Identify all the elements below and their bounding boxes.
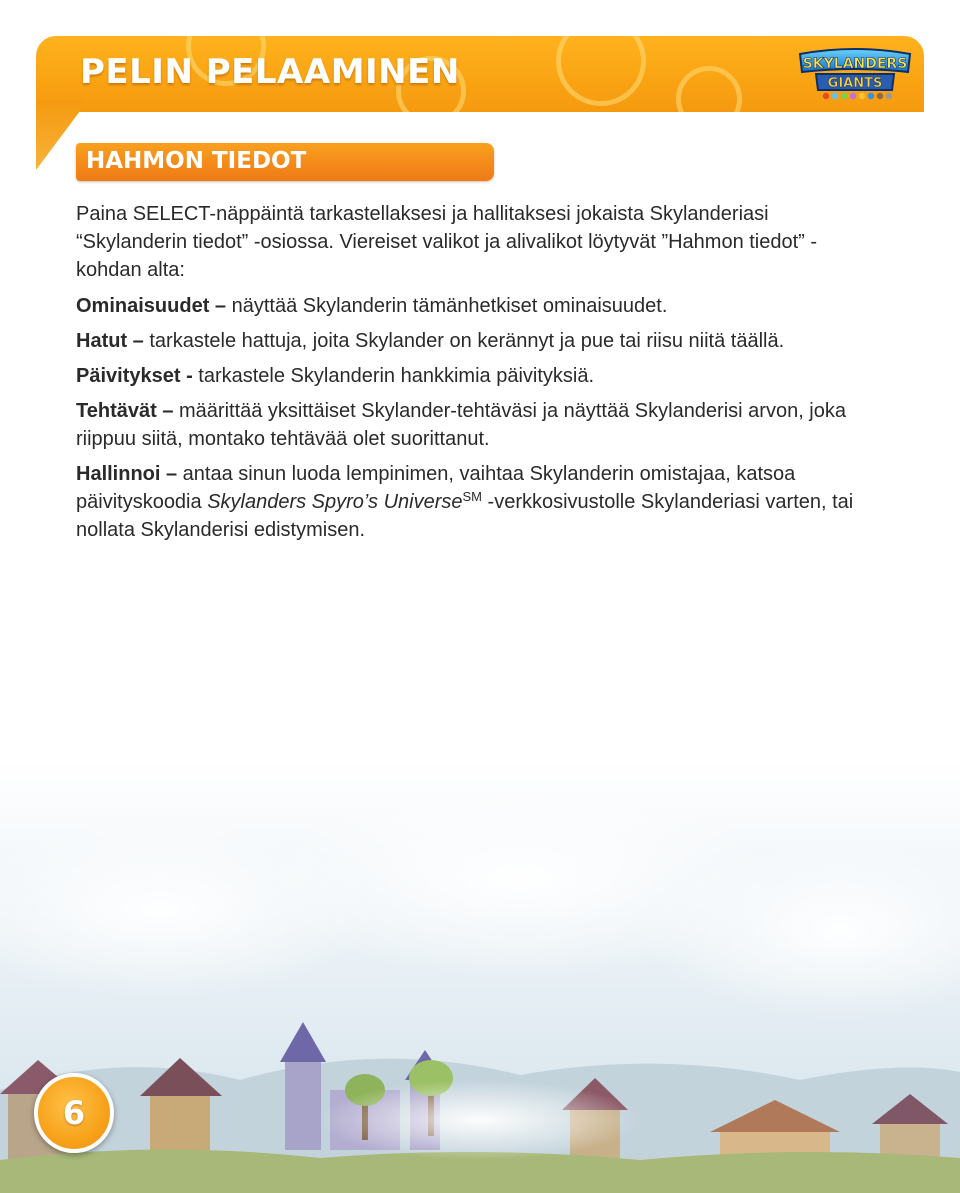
page-number: 6 — [62, 1094, 86, 1132]
item-term: Hatut – — [76, 330, 144, 352]
logo-text-top: SKYLANDERS — [802, 56, 908, 72]
item-text: määrittää yksittäiset Skylander-tehtäväsi ja näyttää Skylanderisi arvon, joka riippuu siitä, montako tehtävää olet suorittanut. — [76, 400, 846, 450]
service-mark: SM — [462, 489, 482, 504]
item-term: Päivitykset - — [76, 365, 193, 387]
item-text: näyttää Skylanderin tämänhetkiset ominaisuudet. — [226, 295, 668, 317]
element-symbols-icon — [823, 93, 892, 99]
list-item — [76, 460, 876, 544]
section-heading-bar — [76, 143, 494, 181]
page-title: PELIN PELAAMINEN — [80, 52, 460, 92]
banner-swirl-decoration — [556, 36, 646, 106]
list-item — [76, 292, 876, 320]
banner-swirl-decoration — [676, 66, 742, 112]
item-text: tarkastele hattuja, joita Skylander on kerännyt ja pue tai riisu niitä täällä. — [143, 330, 785, 352]
intro-paragraph: Paina SELECT-näppäintä tarkastellaksesi ja hallitaksesi jokaista Skylanderiasi “Skylanderin tiedot” -osiossa. Viereiset valikot ja alivalikot löytyvät ”Hahmon tiedot” -kohdan alta: — [76, 203, 818, 281]
item-term: Hallinnoi – — [76, 463, 178, 485]
item-text: antaa sinun luoda lempinimen, vaihtaa Skylanderin omistajaa, katsoa päivityskoodia — [76, 463, 796, 513]
list-item — [76, 362, 876, 390]
item-term: Tehtävät – — [76, 400, 174, 422]
website-name: Skylanders Spyro’s Universe — [207, 491, 463, 513]
list-item — [76, 397, 876, 453]
item-term: Ominaisuudet – — [76, 295, 227, 317]
scenery-illustration — [0, 760, 960, 1193]
logo-text-bottom: GIANTS — [827, 76, 883, 91]
list-item — [76, 327, 876, 355]
page-number-badge — [34, 1073, 114, 1153]
skylanders-giants-logo — [796, 46, 914, 102]
section-title: HAHMON TIEDOT — [86, 148, 307, 174]
content-body — [76, 200, 876, 551]
item-text: tarkastele Skylanderin hankkimia päivityksiä. — [192, 365, 595, 387]
item-text: -verkkosivustolle Skylanderiasi varten, tai nollata Skylanderisi edistymisen. — [76, 491, 854, 541]
header-banner — [36, 36, 924, 112]
